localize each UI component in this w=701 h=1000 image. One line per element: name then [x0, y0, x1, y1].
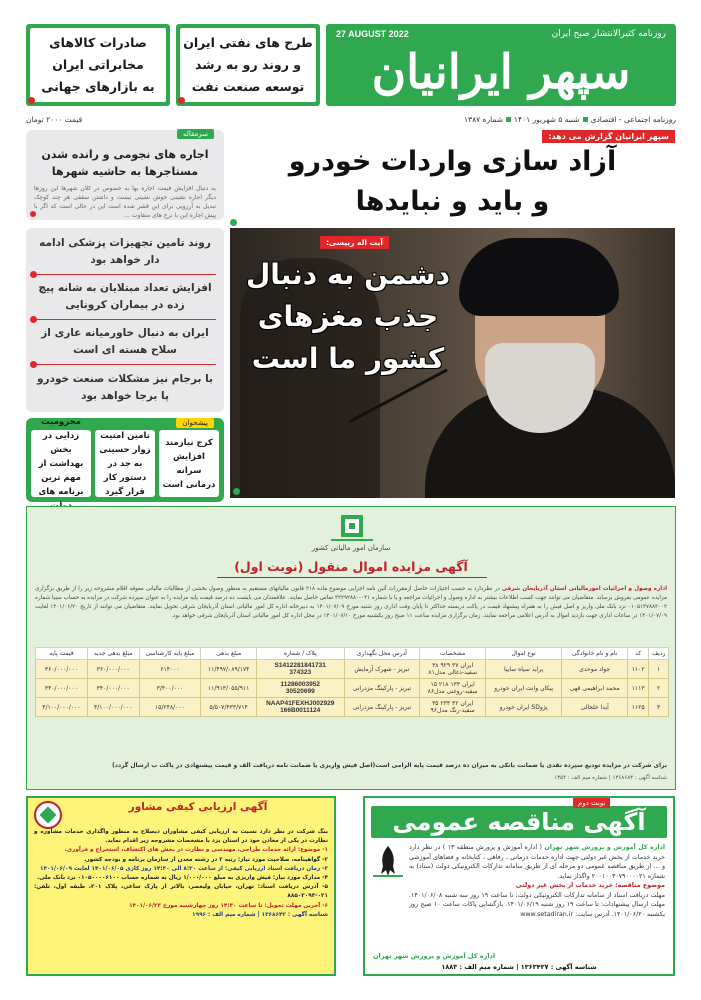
- bullet-dot-icon: [28, 97, 35, 104]
- plate-sub: 30520699: [285, 688, 315, 695]
- photo-headline: [238, 254, 458, 380]
- plate: NAAP41FEXHJ002929: [266, 700, 335, 707]
- teaser-line: و روند رو به رشد: [195, 57, 302, 72]
- teaser-line: توسعه صنعت نفت: [191, 79, 305, 94]
- consult-item: ۲- گواهینامه، صلاحیت مورد نیاز: رتبه ۲ در رشته معدن از سازمان برنامه و بودجه کشور.: [84, 856, 328, 863]
- spec: ایران ۱۳۳ ۲۱۸ ۱۵: [430, 681, 475, 688]
- tender-org: اداره کل آموزش و پرورش شهر تهران: [544, 844, 665, 851]
- cell-code: ۱۱۰۲: [627, 660, 648, 679]
- consultant-ad: [26, 796, 336, 976]
- cell-name: جواد موحدی: [562, 660, 628, 679]
- teaser-oil[interactable]: [176, 24, 320, 106]
- auction-footnote: برای شرکت در مزایده تودیع سپرده نقدی یا ضمانت بانکی به میزان ده درصد قیمت پایه الزامی است(اصل فیش واریزی یا ضمانت نامه دریافت الف و قیمت پیشنهادی در پاکت ب ارسال گردد): [112, 762, 667, 769]
- title-underline: [217, 577, 487, 578]
- company-logo-icon: [34, 801, 62, 829]
- cell-addr: تبریز - پارکینگ مزدرانی: [344, 698, 420, 717]
- spec: ایران ۳۷ ۹۲۹ ۳۸: [432, 662, 474, 669]
- spec-sub: سفید-رنگ مدل۹۶: [430, 707, 475, 714]
- cell-code: ۱۱۲۵: [627, 698, 648, 717]
- plate: 11286003952: [280, 681, 320, 688]
- consult-title: آگهی ارزیابی کیفی مشاور: [128, 801, 268, 813]
- plate-sub: 166B0011124: [280, 707, 321, 714]
- photo-story[interactable]: [230, 228, 675, 498]
- auction-ad-id: شناسه آگهی : ۱۳۶۸۶۸۳ | شماره میم الف : ۱۳۵۴: [554, 775, 667, 781]
- cell-debt: ۱۱/۴۹۷/۰۸۹/۱۷۴: [201, 660, 257, 679]
- cell-price: ۳۶۰/۰۰۰/۰۰۰: [36, 660, 88, 679]
- cell-debt: ۱۱/۹۱۳/۰۵۵/۹۱۱: [201, 679, 257, 698]
- column-header: ردیف: [649, 648, 669, 660]
- cell-newdebt: ۳۶۰/۰۰۰/۰۰۰: [87, 660, 139, 679]
- teaser-line: به بازارهای جهانی: [41, 79, 155, 94]
- news-list: [26, 228, 224, 412]
- bullet-dot-icon: [178, 97, 185, 104]
- bullet-dot-icon: [30, 211, 36, 217]
- cell-spec: [420, 660, 486, 679]
- cell-type: پیکان وانت ایران خودرو: [485, 679, 561, 698]
- cell-spec: [420, 698, 486, 717]
- tender-ad-id: شناسه آگهی : ۱۳۶۳۴۲۷ | شماره میم الف : ۱۸۸۳: [441, 963, 597, 971]
- cell-newdebt: ۳۴۰/۰۰۰/۰۰۰: [87, 679, 139, 698]
- iran-emblem-icon: [373, 844, 403, 878]
- issue-meta: [464, 115, 676, 124]
- column-header: مبلغ بدهی جدید: [87, 648, 139, 660]
- date-en: 27 AUGUST 2022: [336, 29, 409, 39]
- cell-n: ۱: [649, 660, 669, 679]
- editorial-desc: به دنبال افزایش قیمت اجاره بها به خصوص در کلان شهرها این روزها دیگر اجاره نشینی خوش نشینی نیست و داشتن سقفی هر چند کوچک تبدیل به آرزویی برای این قشر شده است این در حالی است که اگر با پیش اجاره این با نرخ های متفاوت ...: [34, 185, 216, 219]
- masthead: [26, 24, 676, 106]
- shorts-box: [26, 418, 224, 502]
- column-header: پلاک / شماره: [256, 648, 344, 660]
- tender-text-2: مهلت دریافت اسناد از سامانه تدارکات الکترونیکی دولت: تا ساعت ۱۹ روز سه شنبه ۱۴۰۱/۰۶/۰۸. مهلت ارسال پیشنهادات: تا ساعت ۱۹ روز شنبه ۱۴۰۱/۰۶/۱۹. بازگشایی پاکات ساعت ۱۰ صبح روز یکشنبه ۱۴۰۱/۰۶/۲۰. آدرس سایت: www.setadiran.ir: [409, 891, 666, 918]
- cell-price: ۴/۱۰۰/۰۰۰/۰۰۰: [36, 698, 88, 717]
- editorial-card[interactable]: [26, 130, 224, 220]
- plate: S1412281841731: [274, 662, 326, 669]
- cell-code: ۱۱۱۳: [627, 679, 648, 698]
- photo-headline-line: جذب مغزهای: [257, 300, 439, 333]
- issue-infobar: [26, 113, 676, 125]
- column-header: مشخصات: [420, 648, 486, 660]
- cell-base: ۱۵/۲۴۸/۰۰۰: [139, 698, 201, 717]
- auction-table: [35, 647, 669, 717]
- paper-type: روزنامه اجتماعی - اقتصادی: [590, 114, 676, 124]
- left-column: [26, 130, 224, 502]
- newspaper-logo[interactable]: سپهر ایرانیان: [371, 45, 631, 100]
- consult-item: ۳- زمان دریافت اسناد ارزیابی کیفی: از ساعت ۸:۳۰ الی ۱۴:۳۰ روز کاری ۱۴۰۱/۰۶/۰۵ لغایت ۱۴۰۱/۰۶/۰۹: [39, 865, 328, 872]
- headline-line-1: آزاد سازی واردات خودرو: [288, 146, 617, 177]
- photo-headline-line: کشور ما است: [251, 342, 445, 375]
- consult-body: [34, 828, 328, 920]
- news-title: روند تامین تجهیزات پزشکی ادامه دار خواهد بود: [39, 237, 211, 266]
- cell-type: پژوSD ایران خودرو: [485, 698, 561, 717]
- cell-debt: ۵/۵۰۷/۴۳۳/۷۱۴: [201, 698, 257, 717]
- auction-org: سازمان امور مالیاتی کشور: [311, 544, 391, 552]
- table-row: [36, 698, 669, 717]
- cell-plate: [256, 660, 344, 679]
- table-row: [36, 679, 669, 698]
- auction-body-text: در نظردارد به حسب اختیارات حاصل ازمقررات آئین نامه اجرایی موضوع ماده ۲۱۸ قانون مالیاتهای مستقیم به منظور وصول بخشی از مطالبات مالیاتی معوقه اقلام مشروحه زیر را از طریق برگزاری مزایده عمومی بفروش برساند. متقاضیان می توانند جهت کسب اطلاعات بیشتر به اداره وصول و اجرائیات مراجعه و یا با شماره ۰۴۱-۳۳۲۹۲۸۸۰ تماس حاصل نمایند. علاقمندان می بایست ده درصد قیمت پایه مزایده را به عنوان سپرده شرکت در مزایده به حساب سیبا شماره ۰۱۰۵۱۳۷۸۸۳۰۰۲ نزد بانک ملی واریز و اصل فیش را به همراه پیشنهاد قیمت در پاکت دربسته حداکثر تا پایان وقت اداری روز شنبه مورخ ۱۴۰۱/۰۷/۰۹ به دبیرخانه اداره کل امور مالیاتی استان آذربایجان شرقی تحویل نمایند.: [35, 586, 668, 610]
- consult-item: ۶- آخرین مهلت تحویل: تا ساعت ۱۴:۳۰ روز چهارشنبه مورخ ۱۴۰۱/۰۶/۲۳: [129, 902, 328, 909]
- headline-text: [230, 142, 675, 222]
- cell-newdebt: ۴/۱۰۰/۰۰۰/۰۰۰: [87, 698, 139, 717]
- headline-line-2: و باید و نبایدها: [355, 186, 550, 217]
- bullet-dot-icon: [233, 488, 240, 495]
- photo-headline-line: دشمن به دنبال: [246, 258, 450, 291]
- consult-intro: بنگ شرکت در نظر دارد نسبت به ارزیابی کیفی مشاوران ذیصلاح به منظور واگذاری خدمات مشاوره و نظارت در یکی از معادن خود در استان یزد با مشخصات مشروحه زیر اقدام نماید.: [34, 829, 328, 845]
- spec-sub: سفید-ذغالی مدل۸۱: [428, 669, 477, 676]
- consult-item: ۴- مدارک مورد نیاز: فیش واریزی به مبلغ ۱/۰۰۰/۰۰۰ ریال به شماره حساب ۰۱۰۵۰۰۰۰۶۱۰۰ نزد بانک ملی.: [37, 875, 328, 882]
- main-headline[interactable]: [230, 130, 675, 226]
- cell-name: محمد ابراهیمی قهی: [562, 679, 628, 698]
- photo-kicker: آیت اله رییسی:: [320, 236, 389, 249]
- cell-spec: [420, 679, 486, 698]
- brand-block[interactable]: [326, 24, 676, 106]
- consult-item: ۵- آدرس دریافت اسناد: تهران، خیابان ولیعصر، بالاتر از پارک ساعی، پلاک ۲۰۱، طبقه اول، تلفن: ۰۲۱-۸۸۵۰۳۰۹۳: [34, 884, 328, 900]
- table-row: [36, 660, 669, 679]
- column-header: مبلغ پایه کارشناسی: [139, 648, 201, 660]
- editorial-label: سرمقاله: [177, 129, 214, 139]
- bullet-dot-icon: [230, 219, 237, 226]
- table-header-row: [36, 648, 669, 660]
- short-item[interactable]: محرومیت زدایی در بخش بهداشت از مهم ترین برنامه های: [31, 430, 91, 497]
- news-title: ایران به دنبال خاورمیانه عاری از سلاح هسته ای است: [41, 327, 209, 356]
- spec: ایران ۳۲ ۲۳۳ ۳۵: [432, 700, 474, 707]
- column-header: مبلغ بدهی: [201, 648, 257, 660]
- separator-icon: [583, 117, 588, 122]
- tender-signature: اداره کل آموزش و پرورش شهر تهران: [373, 952, 496, 960]
- date-fa: شنبه ۵ شهریور ۱۴۰۱: [513, 114, 580, 124]
- cell-addr: تبریز - شهرک آزمایش: [344, 660, 420, 679]
- cell-base: ۶۱۴۰۰۰: [139, 660, 201, 679]
- news-item[interactable]: [34, 230, 216, 275]
- teaser-line: طرح های نفتی ایران: [183, 35, 313, 50]
- short-item[interactable]: تامین امنیت زوار حسینی به جد در دستور کار قرار گیرد: [95, 430, 155, 497]
- plate-sub: 374323: [289, 669, 312, 676]
- consult-item: ۱- موضوع: ارائه خدمات طراحی، مهندسی و نظارت در بخش های اکتشاف، استخراج و فرآوری.: [64, 847, 328, 854]
- news-item[interactable]: [34, 320, 216, 365]
- price: قیمت ۲۰۰۰ تومان: [26, 114, 83, 124]
- tagline: روزنامه کثیرالانتشار صبح ایران: [551, 29, 666, 39]
- auction-title: آگهی مزایده اموال منقول (نوبت اول): [234, 559, 468, 574]
- headline-kicker: سپهر ایرانیان گزارش می دهد:: [542, 130, 675, 143]
- editorial-title: اجاره های نجومی و رانده شدن مستاجرها به حاشیه شهرها: [41, 148, 209, 178]
- news-title: افزایش تعداد مبتلایان به شانه پیچ زده در بیماران کرونایی: [38, 282, 212, 311]
- cell-plate: [256, 679, 344, 698]
- tender-body: [409, 843, 665, 919]
- cell-price: ۳۴۰/۰۰۰/۰۰۰: [36, 679, 88, 698]
- tender-stage-badge: نوبت دوم: [573, 798, 610, 808]
- teaser-telecom[interactable]: [26, 24, 170, 106]
- cell-name: آیدا خلخالی: [562, 698, 628, 717]
- teaser-line: مخابراتی ایران: [52, 57, 144, 72]
- news-title: با برجام نیز مشکلات صنعت خودرو پا برجا خواهد بود: [36, 372, 213, 402]
- cell-type: پراید سیاه سایپا: [485, 660, 561, 679]
- column-header: نوع اموال: [485, 648, 561, 660]
- column-header: نام و نام خانوادگی: [562, 648, 628, 660]
- column-header: آدرس محل نگهداری: [344, 648, 420, 660]
- auction-body: [35, 585, 667, 621]
- cell-n: ۳: [649, 698, 669, 717]
- issue-number: شماره ۱۳۸۷: [464, 114, 503, 124]
- news-item[interactable]: [34, 365, 216, 410]
- photo-turban: [459, 238, 619, 316]
- consult-ad-id: شناسه آگهی : ۱۳۶۸۶۴۲ | شماره میم الف : ۱۹۹۶: [192, 911, 328, 918]
- auction-body-text-2: متقاضیان می توانند از تاریخ ۱۴۰۱/۰۶/۲۰ لغایت ۱۴۰۱/۰۷/۰۹ در ساعات اداری جهت بازدید اموال به آدرس اعلامی مراجعه نمایند. زمان برگزاری مزایده ساعت ۱۱ صبح روز یکشنبه مورخ ۱۴۰۱/۰۷/۱۰ در محل اداره کل امور مالیاتی استان آذربایجان شرقی خواهد بود.: [35, 604, 667, 619]
- short-item[interactable]: کرج نیازمند افزایش سرانه درمانی است: [159, 430, 219, 497]
- spec-sub: سفید-روغنی مدل۸۶: [427, 688, 478, 695]
- cell-addr: تبریز - پارکینگ مزدرانی: [344, 679, 420, 698]
- tender-subject: موضوع مناقصه: خرید خدمات از بخش غیر دولتی: [515, 882, 665, 889]
- tender-ad: [363, 796, 675, 976]
- teaser-line: صادرات کالاهای: [49, 35, 147, 50]
- column-header: قیمت پایه: [36, 648, 88, 660]
- logo-mark: [40, 807, 57, 824]
- tax-org-emblem-icon: [327, 513, 377, 543]
- separator-icon: [506, 117, 511, 122]
- cell-base: ۳/۴۰۰/۰۰۰: [139, 679, 201, 698]
- column-header: کد: [627, 648, 648, 660]
- news-item[interactable]: [34, 275, 216, 320]
- cell-plate: [256, 698, 344, 717]
- tender-title: آگهی مناقصه عمومی: [371, 806, 667, 838]
- auction-body-org: اداره وصول و اجرائیات امورمالیاتی استان آذربایجان شرقی: [501, 586, 668, 592]
- cell-n: ۲: [649, 679, 669, 698]
- shorts-label: پیشخوان: [176, 418, 214, 428]
- tender-text: ( اداره آموزش و پرورش منطقه ۱۳ ) در نظر دارد خرید خدمات از بخش غیر دولتی جهت اداره خدمات درمانی ، رفاهی ، کتابخانه و فضاهای آموزشی و ... از طریق مناقصه عمومی دو مرحله ای از طریق سامانه تدارکات الکترونیکی دولت (ستاد) به شماره ۲۰۰۱۰۰۳۰۷۹۰۰۰۰۲۱ واگذار نماید.: [409, 844, 665, 880]
- auction-ad: [26, 506, 676, 790]
